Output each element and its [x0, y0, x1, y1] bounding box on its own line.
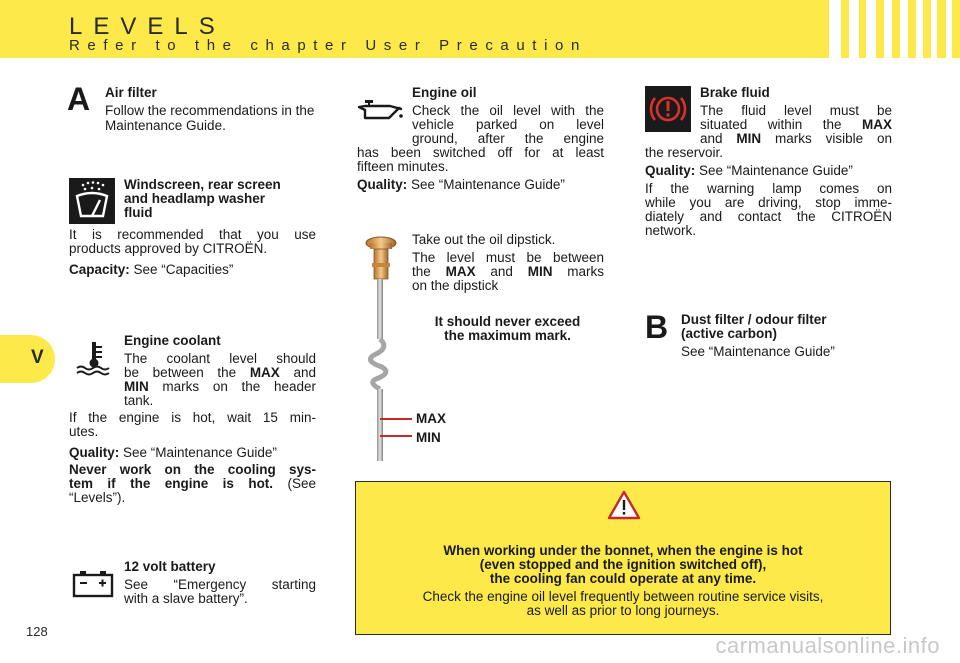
- brake-line-3: and MIN marks visible on: [700, 131, 892, 146]
- oil-line-3: ground, after the engine: [412, 131, 604, 146]
- page-header: [0, 0, 960, 58]
- brake-line-2: situated within the MAX: [700, 117, 892, 132]
- dipstick-warning-1: It should never exceed: [434, 314, 581, 329]
- dipstick-line-4: on the dipstick: [412, 278, 499, 293]
- page-title: LEVELS: [69, 13, 226, 40]
- washer-text-1: It is recommended that you use: [69, 227, 316, 242]
- oil-line-4: has been switched off for at least: [357, 145, 604, 160]
- brake-line-1: The fluid level must be: [700, 103, 892, 118]
- min-mark-line: [380, 435, 412, 437]
- coolant-line-3: MIN marks on the header: [124, 379, 316, 394]
- brake-warning-icon: [645, 86, 691, 132]
- dipstick-line-3: the MAX and MIN marks: [412, 264, 604, 279]
- dust-filter-heading-2: (active carbon): [681, 326, 778, 341]
- dust-filter-heading-1: Dust filter / odour filter: [681, 312, 827, 327]
- coolant-hot-1: If the engine is hot, wait 15 min-: [69, 410, 316, 425]
- dipstick-line-1: Take out the oil dipstick.: [412, 232, 556, 247]
- warning-text-2: as well as prior to long journeys.: [526, 603, 720, 618]
- coolant-heading: Engine coolant: [124, 333, 221, 348]
- coolant-never-1: Never work on the cooling sys-: [69, 462, 316, 477]
- chapter-tab[interactable]: [0, 335, 55, 383]
- oil-line-2: vehicle parked on level: [412, 117, 604, 132]
- oil-can-icon: [357, 98, 403, 122]
- brake-quality: Quality: See “Maintenance Guide”: [645, 163, 853, 178]
- dipstick-max-label: MAX: [416, 411, 446, 426]
- dipstick-line-2: The level must be between: [412, 250, 604, 265]
- battery-icon: [72, 570, 114, 598]
- battery-line-2: with a slave battery”.: [124, 591, 248, 606]
- air-filter-letter: A: [67, 81, 91, 117]
- washer-heading-1: Windscreen, rear screen: [124, 177, 281, 192]
- dust-filter-letter: B: [645, 309, 669, 345]
- oil-line-1: Check the oil level with the: [412, 103, 604, 118]
- battery-line-1: See “Emergency starting: [124, 577, 316, 592]
- warning-triangle-icon: [607, 490, 641, 520]
- washer-capacity: Capacity: See “Capacities”: [69, 262, 234, 277]
- brake-line-4: the reservoir.: [645, 145, 724, 160]
- air-filter-text: Follow the recommendations in the Maintenance Guide.: [105, 103, 315, 133]
- oil-quality: Quality: See “Maintenance Guide”: [357, 177, 565, 192]
- warning-bold-1: When working under the bonnet, when the engine is hot: [443, 543, 803, 558]
- brake-heading: Brake fluid: [700, 85, 770, 100]
- warning-box: [355, 481, 891, 635]
- page-subtitle: Refer to the chapter User Precaution: [69, 37, 587, 54]
- dust-filter-text: See “Maintenance Guide”: [681, 344, 835, 359]
- warning-text-1: Check the engine oil level frequently between routine service visits,: [422, 589, 824, 604]
- coolant-never-2: tem if the engine is hot. (See: [69, 476, 316, 491]
- coolant-line-2: be between the MAX and: [124, 365, 316, 380]
- dipstick-warning-2: the maximum mark.: [444, 328, 571, 343]
- battery-heading: 12 volt battery: [124, 559, 216, 574]
- brake-warn-1: If the warning lamp comes on: [645, 181, 892, 196]
- washer-heading-3: fluid: [124, 205, 153, 220]
- washer-heading-2: and headlamp washer: [124, 191, 266, 206]
- washer-text-2: products approved by CITROËN.: [69, 241, 268, 256]
- chapter-tab-label: V: [31, 347, 44, 368]
- brake-warn-3: diately and contact the CITROËN: [645, 209, 892, 224]
- coolant-quality: Quality: See “Maintenance Guide”: [69, 445, 277, 460]
- oil-line-5: fifteen minutes.: [357, 159, 449, 174]
- coolant-temperature-icon: [74, 340, 114, 376]
- coolant-line-1: The coolant level should: [124, 351, 316, 366]
- coolant-hot-2: utes.: [69, 424, 99, 439]
- brake-warn-2: while you are driving, stop imme-: [645, 195, 892, 210]
- coolant-never-3: “Levels”).: [69, 490, 126, 505]
- page-number: 128: [26, 624, 48, 639]
- oil-heading: Engine oil: [412, 85, 477, 100]
- max-mark-line: [380, 418, 412, 420]
- warning-bold-3: the cooling fan could operate at any time.: [489, 571, 757, 586]
- dipstick-illustration: [360, 233, 402, 465]
- watermark: carmanualsonline.info: [715, 633, 940, 658]
- brake-warn-4: network.: [645, 223, 697, 238]
- air-filter-heading: Air filter: [105, 85, 157, 100]
- warning-bold-2: (even stopped and the ignition switched off),: [479, 557, 767, 572]
- washer-fluid-icon: [69, 178, 115, 224]
- dipstick-min-label: MIN: [416, 430, 441, 445]
- coolant-line-4: tank.: [124, 393, 154, 408]
